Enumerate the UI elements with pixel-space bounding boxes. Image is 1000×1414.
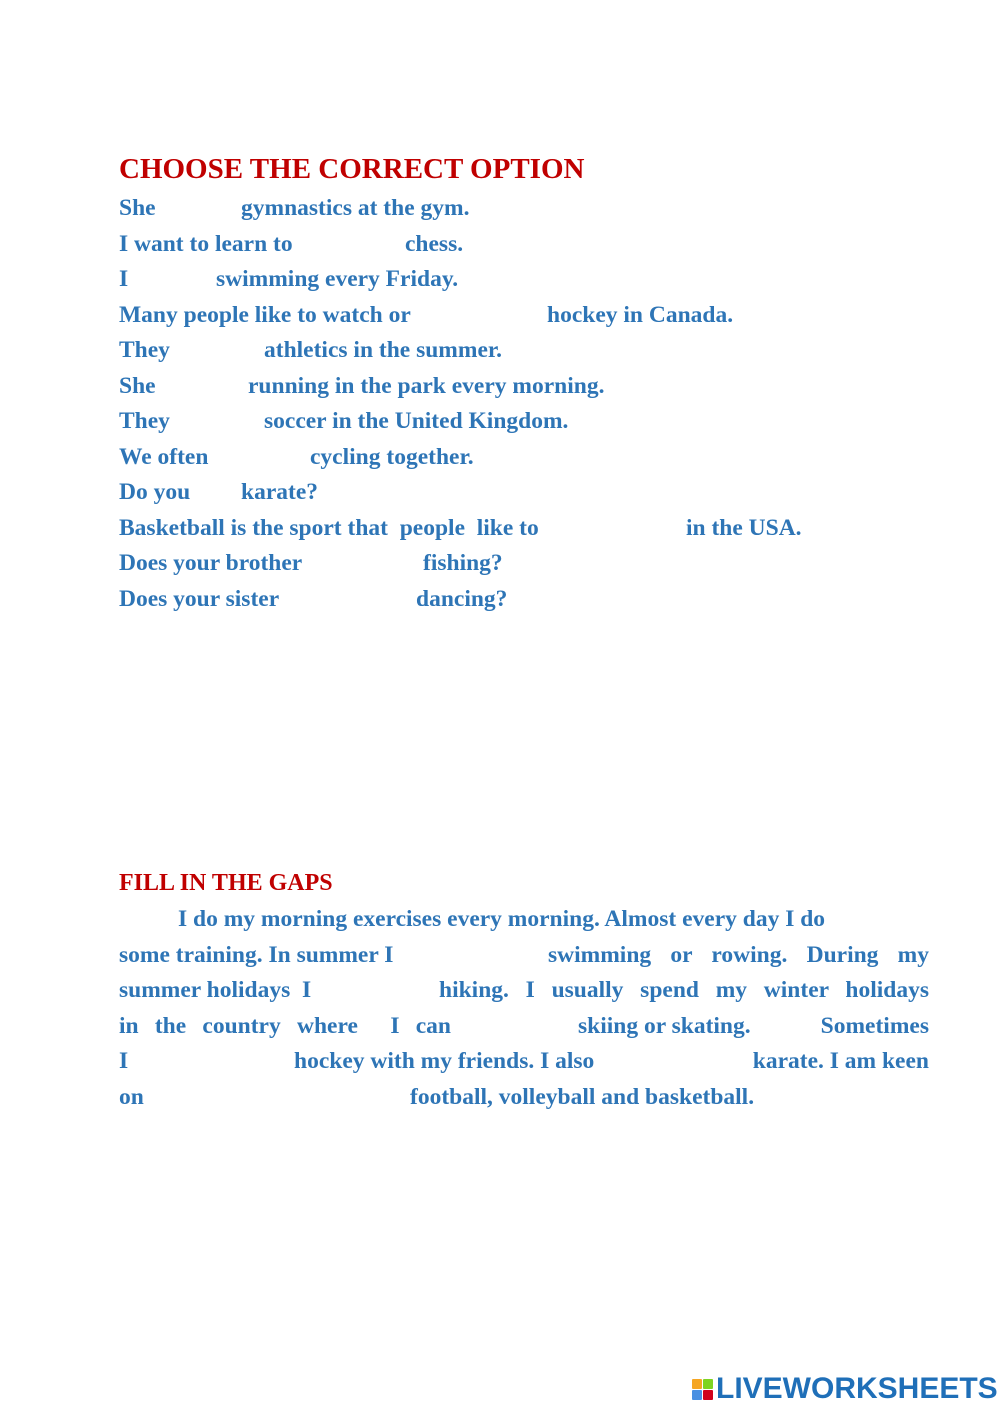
sentence-11-end: fishing? [423,550,503,576]
paragraph-line-2-end-text: swimming or rowing. During my [548,941,929,968]
paragraph-line-2-end [548,938,929,972]
sentence-4-end: hockey in Canada. [547,301,734,328]
sentence-9-start: Do you [119,479,191,505]
sentence-9-end: karate? [241,479,319,505]
sentence-5 [0,335,1000,371]
choose-section-title: CHOOSE THE CORRECT OPTION [119,153,585,185]
sentence-6-start: She [119,372,156,399]
sentence-2-end: chess. [405,230,464,257]
sentence-5-end: athletics in the summer. [264,337,503,363]
sentence-5-start: They [119,337,170,363]
sentence-7-end: soccer in the United Kingdom. [264,408,569,434]
sentence-10-end: in the USA. [686,514,802,541]
paragraph-line-5-middle: hockey with my friends. I also [294,1048,595,1074]
sentence-8-end: cycling together. [310,443,474,470]
sentence-12 [0,584,1000,620]
paragraph-line-4-end: Sometimes [820,1012,929,1039]
sentence-10-start: Basketball is the sport that people like to [119,514,539,541]
sentence-3 [0,264,1000,300]
sentence-1 [0,193,1000,229]
liveworksheets-logo-text: LIVEWORKSHEETS [716,1372,998,1405]
logo-square-2 [703,1379,713,1389]
paragraph-line-5-end: karate. I am keen [752,1048,929,1074]
choose-sentence-list [0,193,1000,619]
logo-square-3 [692,1390,702,1400]
sentence-1-end: gymnastics at the gym. [241,195,470,221]
paragraph-line-4-start: in the country where I can [119,1012,451,1039]
paragraph-line-4-middle: skiing or skating. [578,1012,751,1039]
paragraph-line-3-end: hiking. I usually spend my winter holidays [439,977,929,1003]
fill-paragraph [119,902,929,1115]
sentence-11 [0,548,1000,584]
paragraph-line-5 [119,1044,929,1080]
sentence-11-start: Does your brother [119,550,303,576]
sentence-7 [0,406,1000,442]
paragraph-line-6-start: on [119,1083,144,1110]
paragraph-line-2 [119,938,929,974]
sentence-10 [0,513,1000,549]
sentence-4-start: Many people like to watch or [119,301,411,328]
liveworksheets-logo-icon [692,1379,713,1400]
sentence-1-start: She [119,195,156,221]
sentence-8-start: We often [119,443,209,470]
sentence-8 [0,442,1000,478]
sentence-2 [0,229,1000,265]
fill-section-title: FILL IN THE GAPS [119,870,333,896]
sentence-3-start: I [119,266,129,292]
sentence-7-start: They [119,408,170,434]
paragraph-line-1 [119,902,929,938]
paragraph-line-3-start: summer holidays I [119,977,312,1003]
paragraph-line-4 [119,1009,929,1045]
logo-square-4 [703,1390,713,1400]
sentence-12-end: dancing? [416,585,508,612]
paragraph-line-5-start: I [119,1048,129,1074]
sentence-4 [0,300,1000,336]
sentence-6-end: running in the park every morning. [248,372,605,399]
sentence-2-start: I want to learn to [119,230,293,257]
paragraph-line-6-end: football, volleyball and basketball. [410,1083,755,1110]
paragraph-line-1-text: I do my morning exercises every morning. Almost every day I do [178,906,826,932]
sentence-6 [0,371,1000,407]
paragraph-line-3 [119,973,929,1009]
paragraph-line-6 [119,1080,929,1116]
logo-square-1 [692,1379,702,1389]
liveworksheets-logo [692,1373,998,1405]
paragraph-line-2-start: some training. In summer I [119,941,394,968]
sentence-9 [0,477,1000,513]
sentence-12-start: Does your sister [119,585,280,612]
sentence-3-end: swimming every Friday. [216,266,459,292]
